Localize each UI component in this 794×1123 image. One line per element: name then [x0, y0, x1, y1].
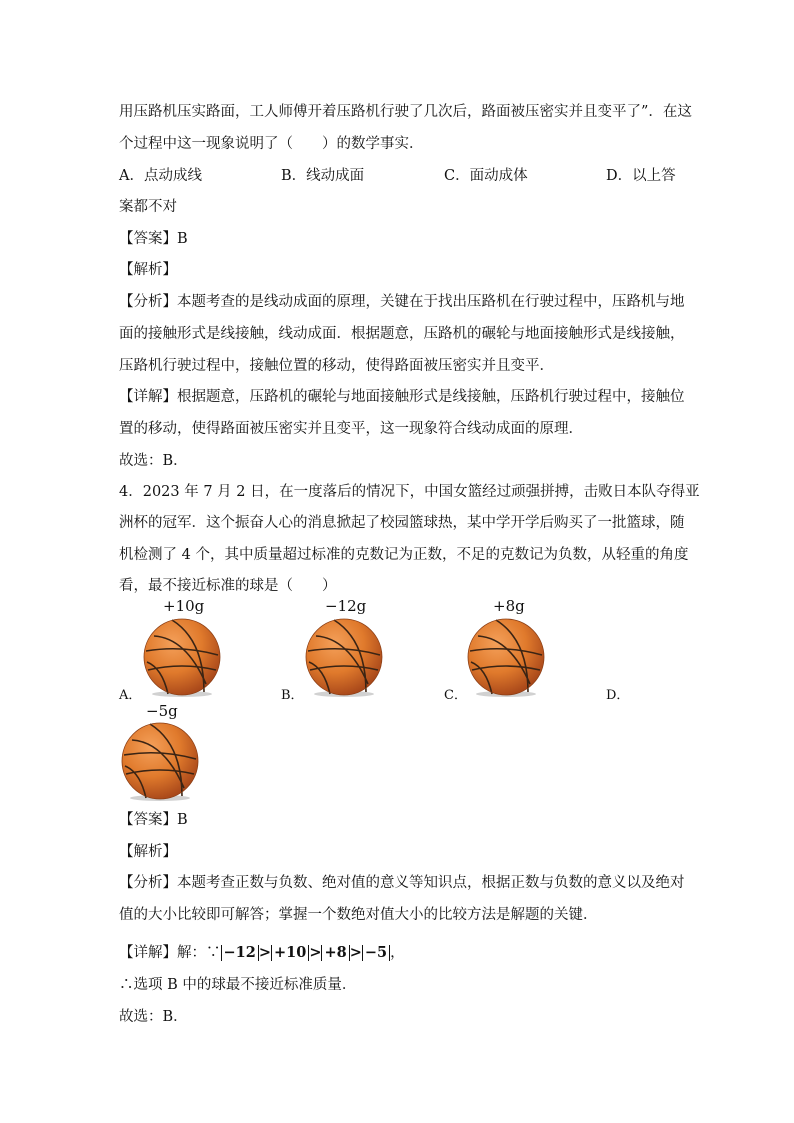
xiangjie-suffix: ， — [390, 945, 405, 961]
basketball-icon — [304, 618, 384, 698]
gt-sign: > — [309, 944, 322, 961]
q3-detail-line2: 置的移动，使得路面被压密实并且变平，这一现象符合线动成面的原理． — [119, 421, 583, 437]
q4-stem-line3: 机检测了 4 个，其中质量超过标准的克数记为正数，不足的克数记为负数，从轻重的角度 — [119, 547, 689, 563]
abs-value: −12 — [221, 945, 259, 961]
basketball-icon — [120, 722, 200, 802]
fenxi-tag: 【分析】 — [119, 875, 177, 891]
gt-sign: > — [258, 944, 271, 961]
q3-option-d: D．以上答 — [606, 168, 676, 184]
xiangjie-tag: 【详解】 — [119, 945, 177, 961]
q4-choose: 故选：B． — [119, 1009, 188, 1025]
ball-weight-label: +10g — [163, 597, 205, 615]
q3-stem-line2: 个过程中这一现象说明了（ ）的数学事实． — [119, 136, 424, 152]
xiangjie-tag: 【详解】 — [119, 389, 177, 405]
option-letter: D． — [606, 688, 630, 703]
fenxi-text: 本题考查的是线动成面的原理，关键在于找出压路机在行驶过程中，压路机与地 — [177, 294, 685, 310]
q3-option-a: A．点动成线 — [119, 168, 202, 184]
fenxi-text: 本题考查正数与负数、绝对值的意义等知识点，根据正数与负数的意义以及绝对 — [177, 875, 685, 891]
q3-option-b: B．线动成面 — [281, 168, 365, 184]
gt-sign: > — [349, 944, 362, 961]
abs-inequality — [221, 944, 391, 961]
ball-weight-label: −12g — [325, 597, 367, 615]
ball-weight-label: −5g — [146, 702, 178, 720]
q3-analysis-line3: 压路机行驶过程中，接触位置的移动，使得路面被压密实并且变平． — [119, 358, 554, 374]
q3-analysis-title: 【解析】 — [119, 262, 177, 278]
q4-analysis-line2: 值的大小比较即可解答；掌握一个数绝对值大小的比较方法是解题的关键． — [119, 907, 598, 923]
xiangjie-prefix: 解：∵ — [177, 945, 221, 961]
abs-value: +10 — [271, 945, 309, 961]
q3-detail-line1 — [119, 387, 685, 407]
q4-stem-line1: 4．2023 年 7 月 2 日，在一度落后的情况下，中国女篮经过顽强拼搏，击败日本队夺得亚 — [119, 484, 700, 500]
option-letter: C． — [444, 688, 467, 703]
q4-detail-line — [119, 943, 405, 963]
abs-value: −5 — [362, 945, 390, 961]
q3-answer: 【答案】B — [119, 231, 188, 247]
q4-analysis-title: 【解析】 — [119, 844, 177, 860]
q3-analysis-line2: 面的接触形式是线接触，线动成面．根据题意，压路机的碾轮与地面接触形式是线接触， — [119, 326, 685, 342]
q4-answer: 【答案】B — [119, 812, 188, 828]
q4-therefore: ∴选项 B 中的球最不接近标准质量． — [119, 977, 357, 993]
option-letter: A． — [119, 688, 142, 703]
q3-option-d-continued: 案都不对 — [119, 199, 177, 215]
q4-stem-line2: 洲杯的冠军．这个振奋人心的消息掀起了校园篮球热，某中学开学后购买了一批篮球，随 — [119, 515, 685, 531]
xiangjie-text: 根据题意，压路机的碾轮与地面接触形式是线接触，压路机行驶过程中，接触位 — [177, 389, 685, 405]
q4-analysis-line1 — [119, 873, 685, 893]
q3-option-c: C．面动成体 — [444, 168, 528, 184]
q3-stem-line1: 用压路机压实路面，工人师傅开着压路机行驶了几次后，路面被压密实并且变平了”．在这 — [119, 104, 692, 120]
q3-analysis-line1 — [119, 292, 685, 312]
q4-stem-line4: 看，最不接近标准的球是（ ） — [119, 578, 337, 594]
ball-weight-label: +8g — [493, 597, 525, 615]
fenxi-tag: 【分析】 — [119, 294, 177, 310]
q3-choose: 故选：B． — [119, 453, 188, 469]
basketball-icon — [466, 618, 546, 698]
basketball-icon — [142, 618, 222, 698]
option-letter: B． — [281, 688, 304, 703]
abs-value: +8 — [321, 945, 349, 961]
